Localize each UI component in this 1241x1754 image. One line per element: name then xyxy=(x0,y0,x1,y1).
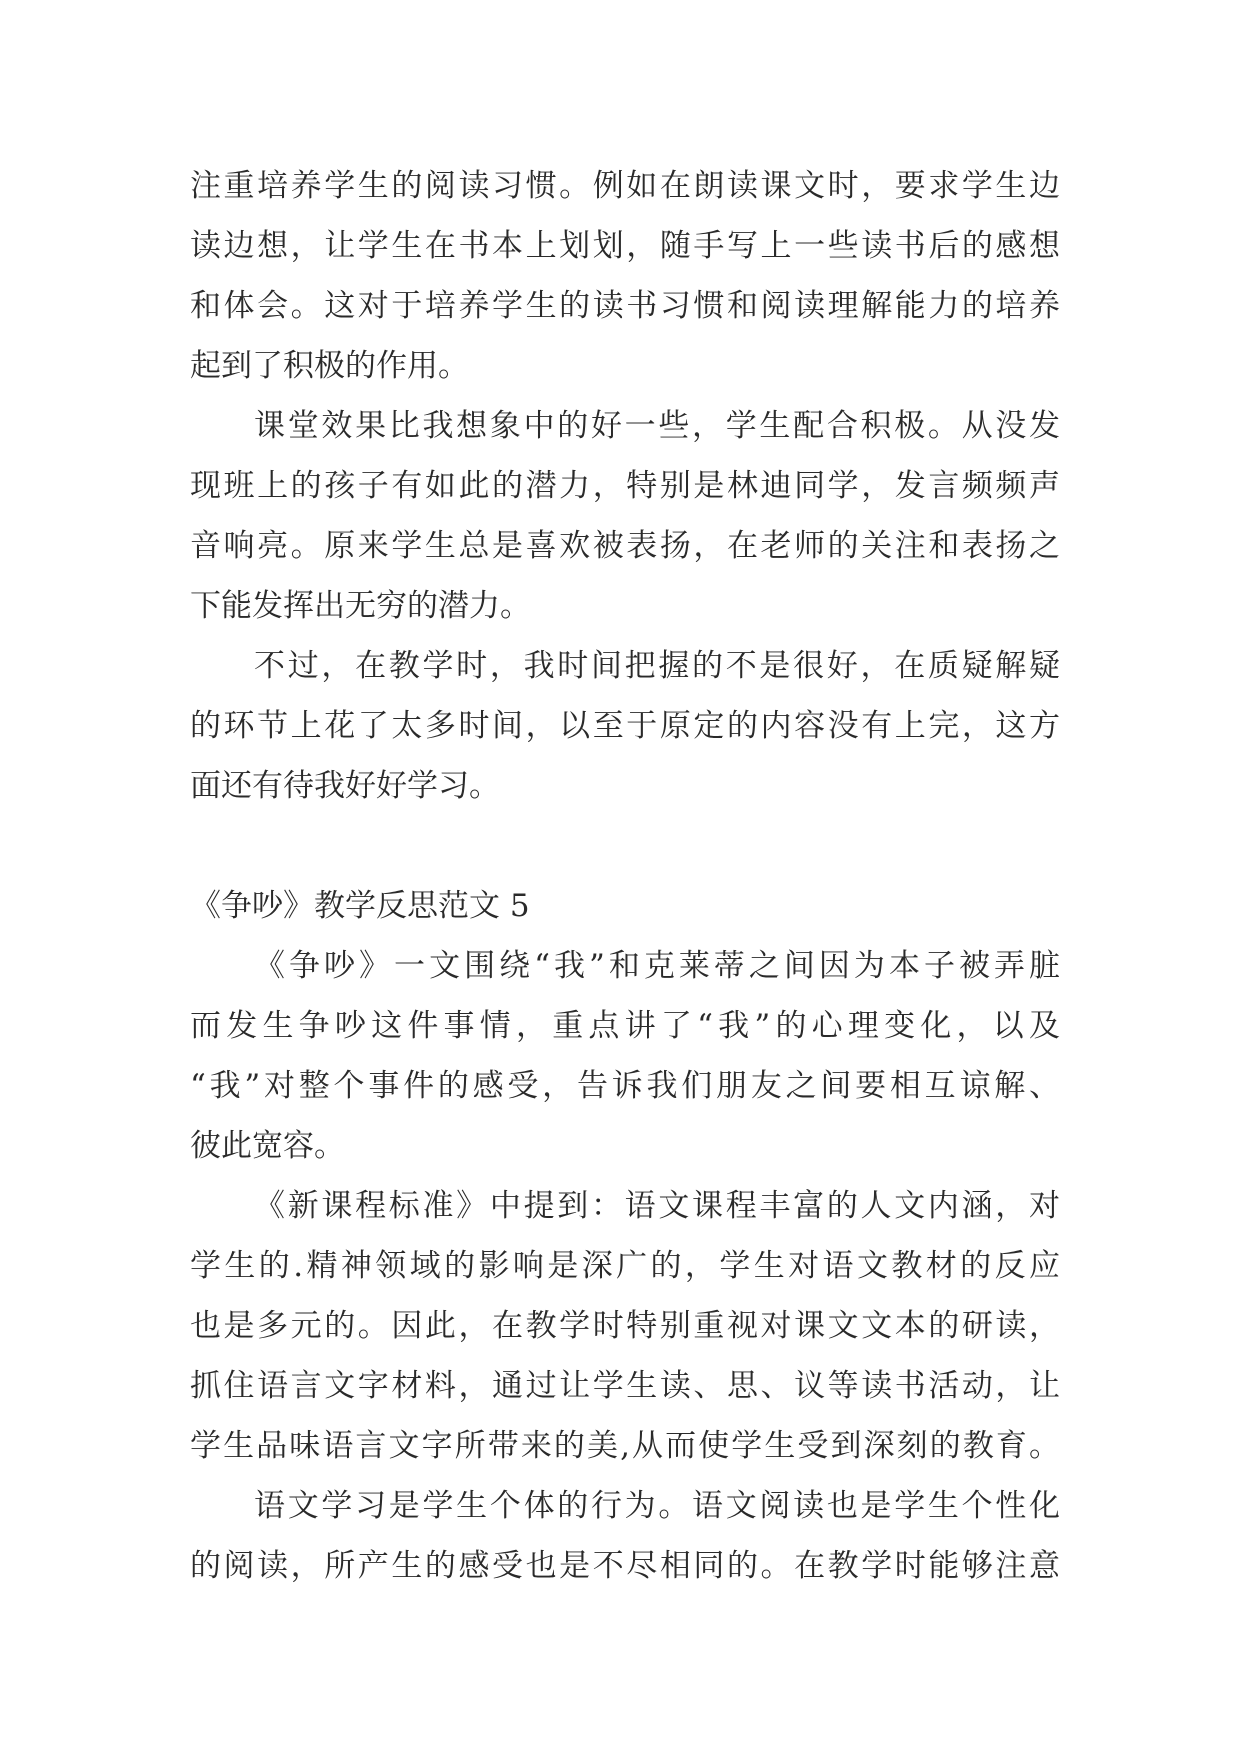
paragraph-1-line-2: 读边想，让学生在书本上划划，随手写上一些读书后的感想 xyxy=(190,228,1060,264)
section-heading: 《争吵》教学反思范文 5 xyxy=(190,888,530,924)
paragraph-5-line-4: 抓住语言文字材料，通过让学生读、思、议等读书活动，让 xyxy=(190,1368,1060,1404)
paragraph-5-line-3: 也是多元的。因此，在教学时特别重视对课文文本的研读， xyxy=(190,1308,1060,1344)
paragraph-6-line-2: 的阅读，所产生的感受也是不尽相同的。在教学时能够注意 xyxy=(190,1548,1060,1584)
paragraph-1-line-4: 起到了积极的作用。 xyxy=(190,348,469,384)
paragraph-2-line-4: 下能发挥出无穷的潜力。 xyxy=(190,588,531,624)
paragraph-2-line-1: 课堂效果比我想象中的好一些，学生配合积极。从没发 xyxy=(254,408,1060,444)
paragraph-6-line-1: 语文学习是学生个体的行为。语文阅读也是学生个性化 xyxy=(254,1488,1060,1524)
paragraph-4-line-4: 彼此宽容。 xyxy=(190,1128,345,1164)
paragraph-3-line-2: 的环节上花了太多时间，以至于原定的内容没有上完，这方 xyxy=(190,708,1060,744)
paragraph-2-line-3: 音响亮。原来学生总是喜欢被表扬，在老师的关注和表扬之 xyxy=(190,528,1060,564)
paragraph-2-line-2: 现班上的孩子有如此的潜力，特别是林迪同学，发言频频声 xyxy=(190,468,1060,504)
paragraph-3-line-1: 不过，在教学时，我时间把握的不是很好，在质疑解疑 xyxy=(254,648,1060,684)
paragraph-4-line-3: “我”对整个事件的感受，告诉我们朋友之间要相互谅解、 xyxy=(190,1068,1060,1104)
paragraph-5-line-5: 学生品味语言文字所带来的美,从而使学生受到深刻的教育。 xyxy=(190,1428,1060,1464)
paragraph-5-line-2: 学生的.精神领域的影响是深广的，学生对语文教材的反应 xyxy=(190,1248,1060,1284)
paragraph-1-line-1: 注重培养学生的阅读习惯。例如在朗读课文时，要求学生边 xyxy=(190,168,1060,204)
paragraph-4-line-2: 而发生争吵这件事情，重点讲了“我”的心理变化，以及 xyxy=(190,1008,1060,1044)
paragraph-5-line-1: 《新课程标准》中提到：语文课程丰富的人文内涵，对 xyxy=(254,1188,1060,1224)
paragraph-1-line-3: 和体会。这对于培养学生的读书习惯和阅读理解能力的培养 xyxy=(190,288,1060,324)
paragraph-4-line-1: 《争吵》一文围绕“我”和克莱蒂之间因为本子被弄脏 xyxy=(254,948,1060,984)
paragraph-3-line-3: 面还有待我好好学习。 xyxy=(190,768,500,804)
